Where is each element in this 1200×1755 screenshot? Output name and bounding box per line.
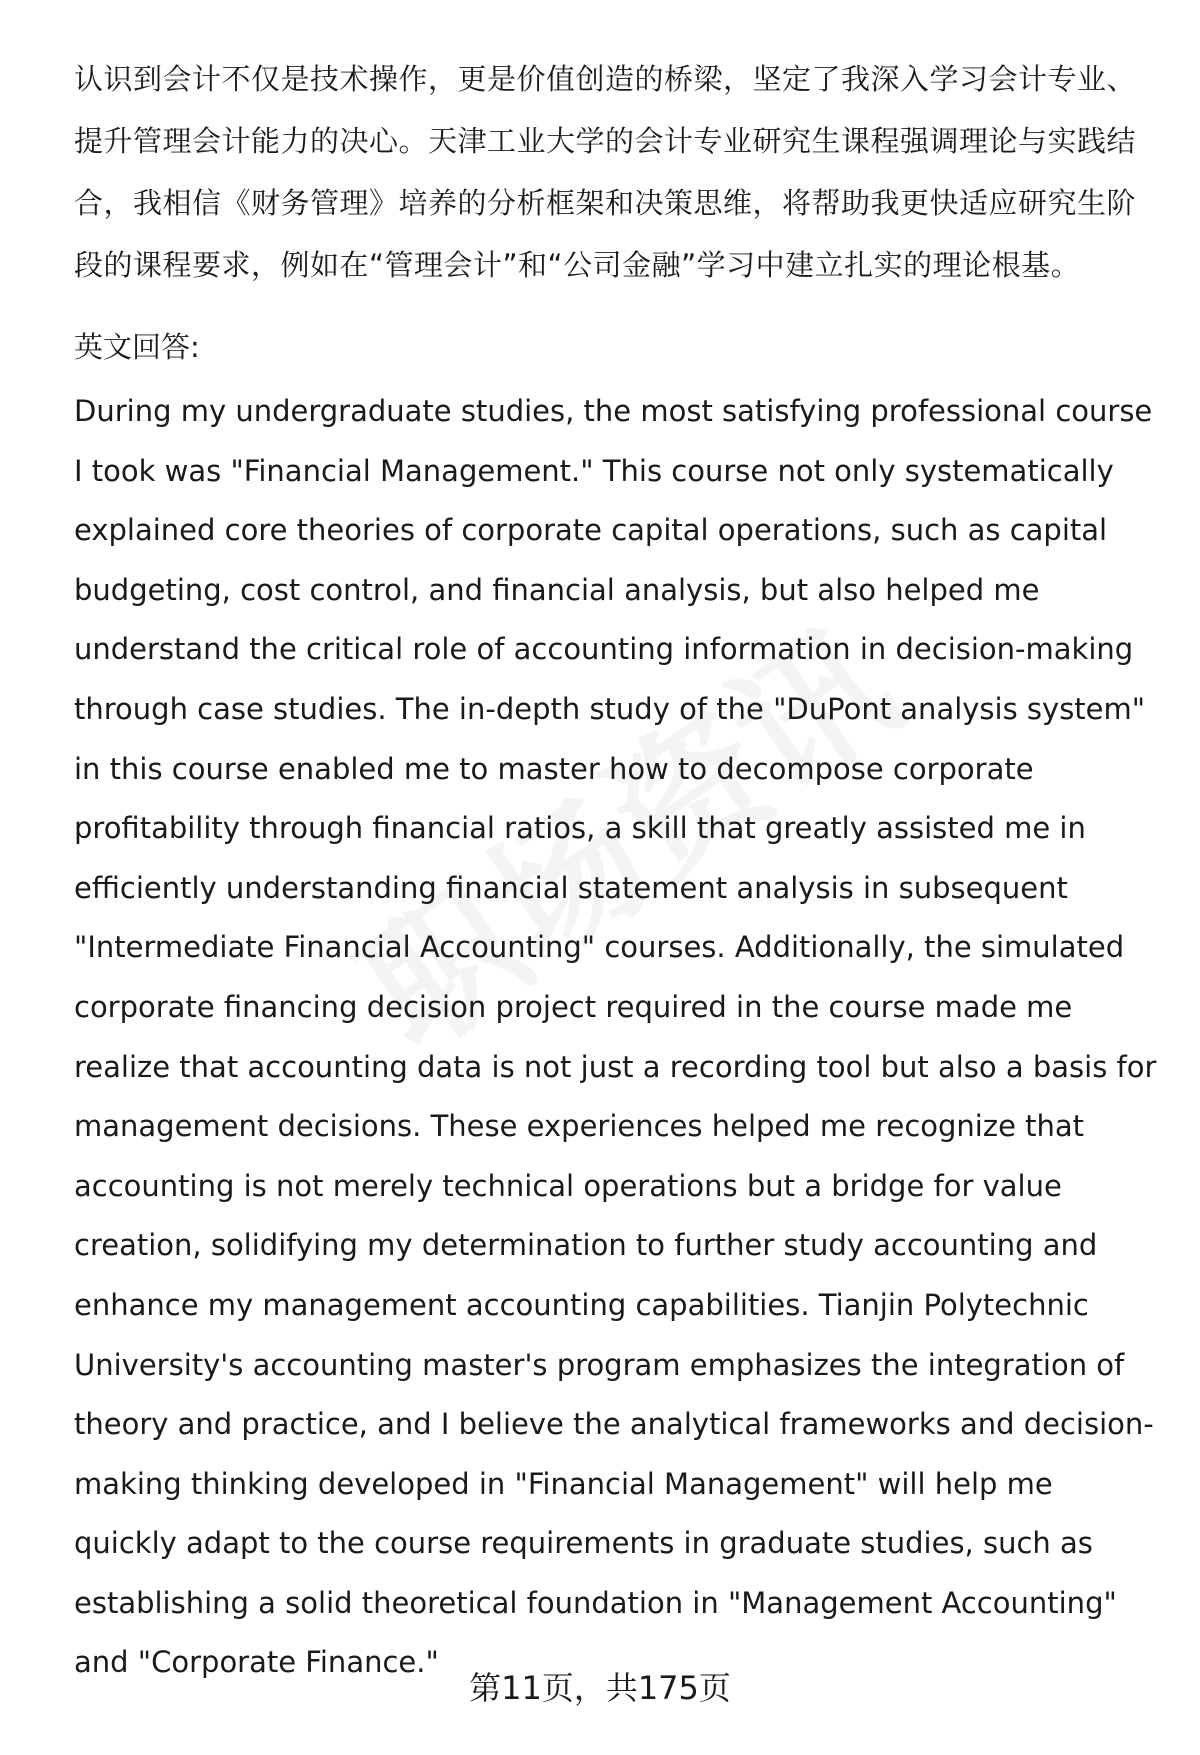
english-answer-label: 英文回答: [74, 330, 200, 364]
chinese-answer-continuation: 认识到会计不仅是技术操作，更是价值创造的桥梁，坚定了我深入学习会计专业、提升管理会计能力的决心。天津工业大学的会计专业研究生课程强调理论与实践结合，我相信《财务管理》培养的分析框架和决策思维，将帮助我更快适应研究生阶段的课程要求，例如在“管理会计”和“公司金融”学习中建立扎实的理论根基。 [74, 62, 1137, 282]
page-content [74, 48, 1164, 1693]
english-answer-paragraph: During my undergraduate studies, the most satisfying professional course I took was "Financial Management." This course not only systematically explained core theories of corporate capital operations, such as capital budgeting, cost control, and financial analysis, but also helped me understand the critical role of accounting information in decision-making through case studies. The in-depth study of the "DuPont analysis system" in this course enabled me to master how to decompose corporate profitability through financial ratios, a skill that greatly assisted me in efficiently understanding financial statement analysis in subsequent "Intermediate Financial Accounting" courses. Additionally, the simulated corporate financing decision project required in the course made me realize that accounting data is not just a recording tool but also a basis for management decisions. These experiences helped me recognize that accounting is not merely technical operations but a bridge for value creation, solidifying my determination to further study accounting and enhance my management accounting capabilities. Tianjin Polytechnic University's accounting master's program emphasizes the integration of theory and practice, and I believe the analytical frameworks and decision-making thinking developed in "Financial Management" will help me quickly adapt to the course requirements in graduate studies, such as establishing a solid theoretical foundation in "Management Accounting" and "Corporate Finance." [74, 394, 1157, 1680]
page-number-footer: 第11页，共175页 [469, 1669, 731, 1707]
